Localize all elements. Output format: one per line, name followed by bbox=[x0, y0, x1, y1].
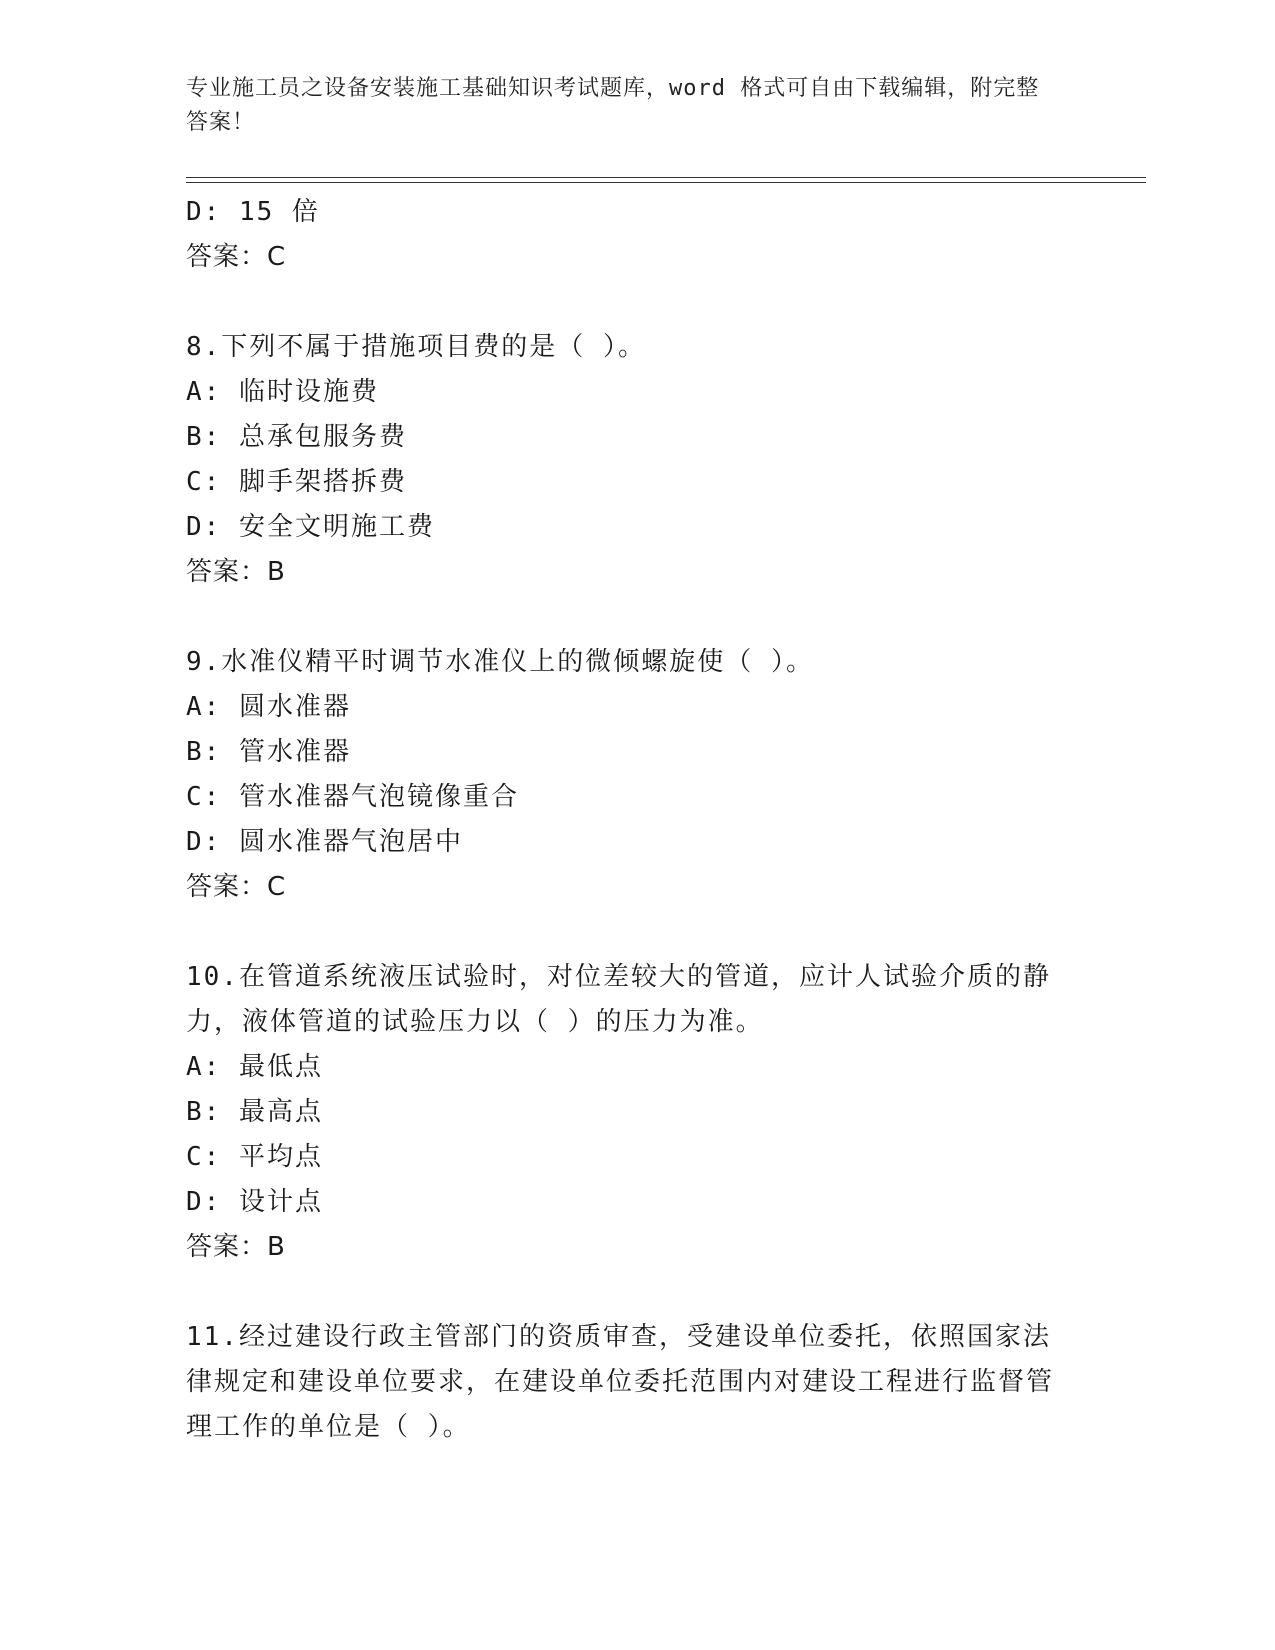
question-10 bbox=[186, 955, 1066, 1270]
spacer bbox=[186, 910, 1066, 955]
option-d: D: 安全文明施工费 bbox=[186, 512, 435, 542]
option-d: D: 15 倍 bbox=[186, 197, 320, 227]
option-a: A: 圆水准器 bbox=[186, 692, 351, 722]
option-d: D: 设计点 bbox=[186, 1187, 323, 1217]
answer-line: 答案：B bbox=[186, 557, 286, 587]
header-divider-top bbox=[186, 177, 1146, 178]
question-stem: 9.水准仪精平时调节水准仪上的微倾螺旋使（ ）。 bbox=[186, 647, 814, 677]
option-b: B: 最高点 bbox=[186, 1097, 323, 1127]
option-c: C: 管水准器气泡镜像重合 bbox=[186, 782, 519, 812]
question-8 bbox=[186, 325, 1066, 595]
option-c: C: 脚手架搭拆费 bbox=[186, 467, 407, 497]
option-c: C: 平均点 bbox=[186, 1142, 323, 1172]
document-body bbox=[186, 190, 1066, 1450]
answer-line: 答案：B bbox=[186, 1232, 286, 1262]
option-a: A: 临时设施费 bbox=[186, 377, 379, 407]
question-11 bbox=[186, 1315, 1066, 1450]
document-header: 专业施工员之设备安装施工基础知识考试题库，word 格式可自由下载编辑，附完整答案！ bbox=[186, 76, 1040, 135]
option-b: B: 管水准器 bbox=[186, 737, 351, 767]
option-d: D: 圆水准器气泡居中 bbox=[186, 827, 463, 857]
question-stem: 11.经过建设行政主管部门的资质审查，受建设单位委托，依照国家法律规定和建设单位要求，在建设单位委托范围内对建设工程进行监督管理工作的单位是（ ）。 bbox=[186, 1322, 1055, 1442]
option-b: B: 总承包服务费 bbox=[186, 422, 407, 452]
question-stem: 10.在管道系统液压试验时，对位差较大的管道，应计人试验介质的静力，液体管道的试验压力以（ ）的压力为准。 bbox=[186, 962, 1051, 1037]
question-stem: 8.下列不属于措施项目费的是（ ）。 bbox=[186, 332, 646, 362]
answer-line: 答案：C bbox=[186, 242, 287, 272]
question-9 bbox=[186, 640, 1066, 910]
spacer bbox=[186, 595, 1066, 640]
spacer bbox=[186, 280, 1066, 325]
answer-line: 答案：C bbox=[186, 872, 287, 902]
header-divider-bottom bbox=[186, 182, 1146, 183]
option-a: A: 最低点 bbox=[186, 1052, 323, 1082]
spacer bbox=[186, 1270, 1066, 1315]
